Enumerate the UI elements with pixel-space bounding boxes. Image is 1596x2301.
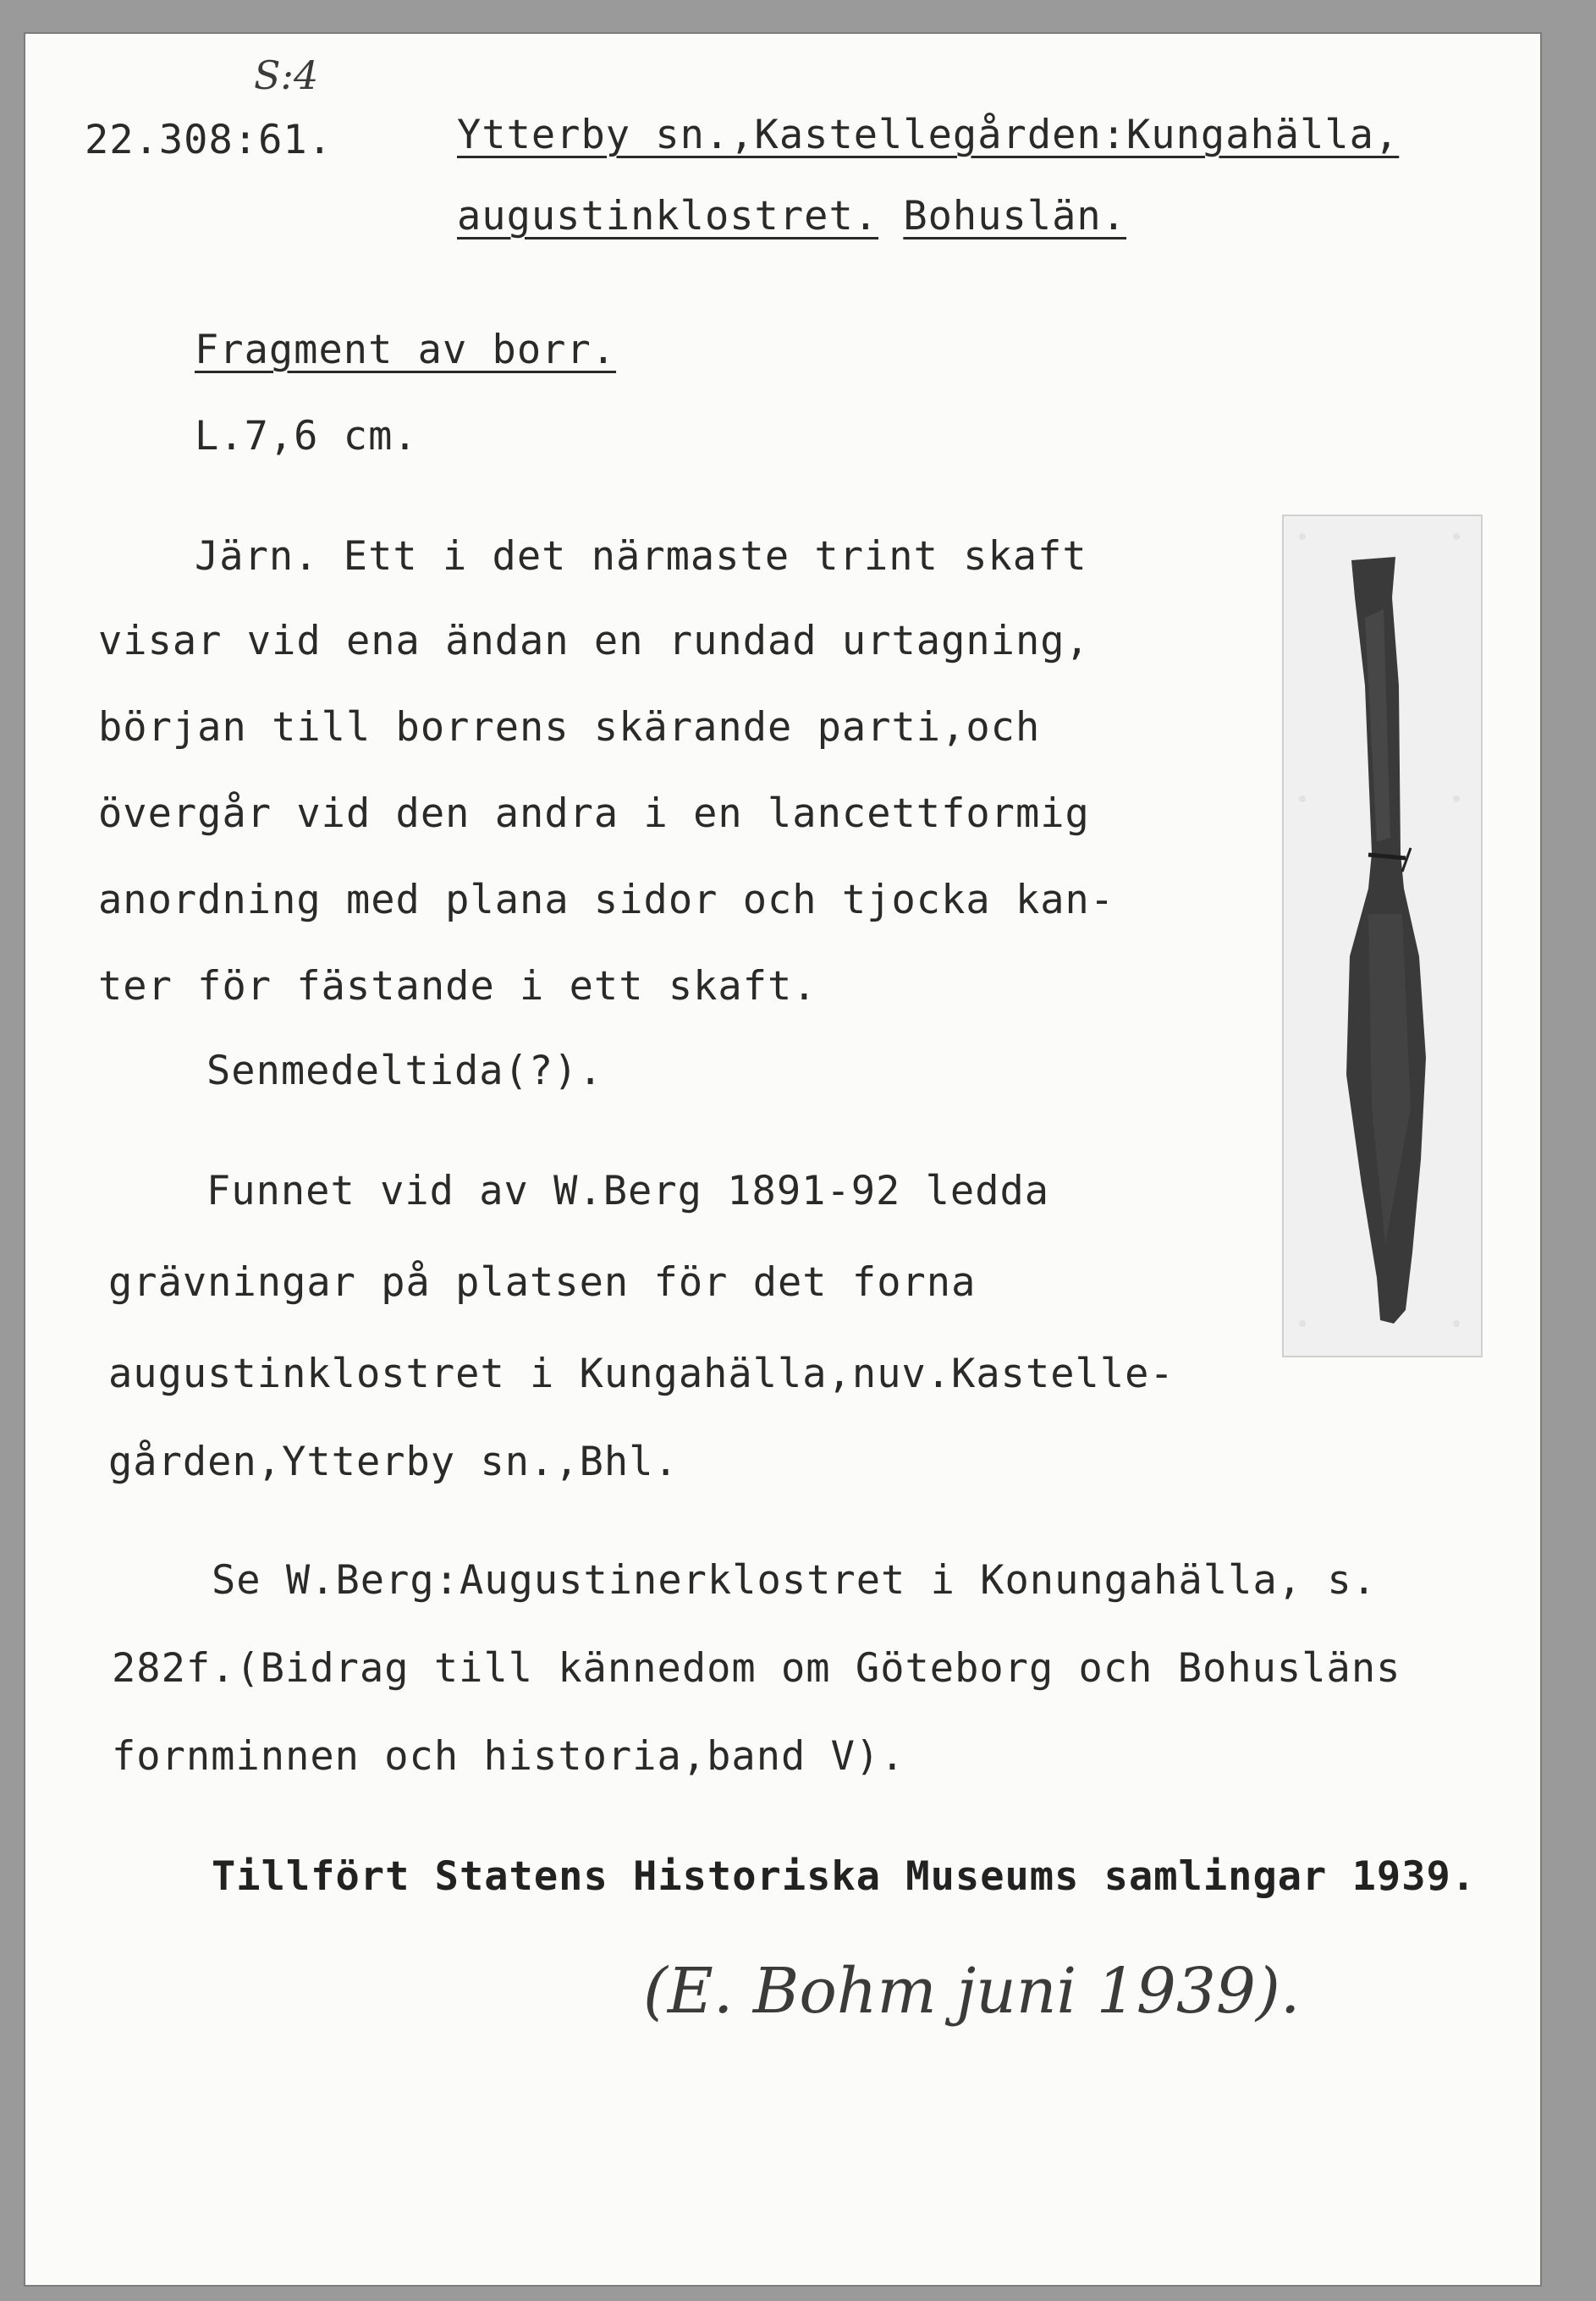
find-line: gården,Ytterby sn.,Bhl. xyxy=(108,1439,679,1485)
reference-line: Se W.Berg:Augustinerklostret i Konungahälla, s. xyxy=(212,1557,1377,1604)
description-line: ter för fästande i ett skaft. xyxy=(98,963,817,1010)
location-line-2 xyxy=(457,193,1126,239)
catalog-card xyxy=(25,34,1540,2285)
drill-fragment-image xyxy=(1284,516,1481,1356)
inventory-number: 22.308:61. xyxy=(85,117,333,163)
object-name: Fragment av borr. xyxy=(195,327,617,373)
location-province: Bohuslän. xyxy=(903,193,1127,239)
find-line: grävningar på platsen för det forna xyxy=(108,1259,977,1306)
description-line: anordning med plana sidor och tjocka kan- xyxy=(98,877,1115,923)
find-line: augustinklostret i Kungahälla,nuv.Kastelle- xyxy=(108,1351,1175,1397)
location-monastery: augustinklostret. xyxy=(457,193,879,239)
description-line: Järn. Ett i det närmaste trint skaft xyxy=(195,533,1087,580)
reference-line: 282f.(Bidrag till kännedom om Göteborg och Bohusläns xyxy=(112,1645,1401,1692)
object-length: L.7,6 cm. xyxy=(195,413,418,460)
description-line: visar vid ena ändan en rundad urtagning, xyxy=(98,618,1090,664)
acquisition-line: Tillfört Statens Historiska Museums samlingar 1939. xyxy=(212,1853,1477,1900)
description-line: övergår vid den andra i en lancettformig xyxy=(98,790,1090,837)
find-line: Funnet vid av W.Berg 1891-92 ledda xyxy=(206,1168,1050,1214)
reference-line: fornminnen och historia,band V). xyxy=(112,1733,905,1780)
location-line-1: Ytterby sn.,Kastellegården:Kungahälla, xyxy=(457,112,1400,158)
description-line: början till borrens skärande parti,och xyxy=(98,704,1041,751)
dating-line: Senmedeltida(?). xyxy=(206,1048,603,1094)
handwritten-signature: (E. Bohm juni 1939). xyxy=(643,1955,1301,2028)
object-photo xyxy=(1282,515,1483,1357)
handwritten-shelf-mark: S:4 xyxy=(254,52,319,98)
